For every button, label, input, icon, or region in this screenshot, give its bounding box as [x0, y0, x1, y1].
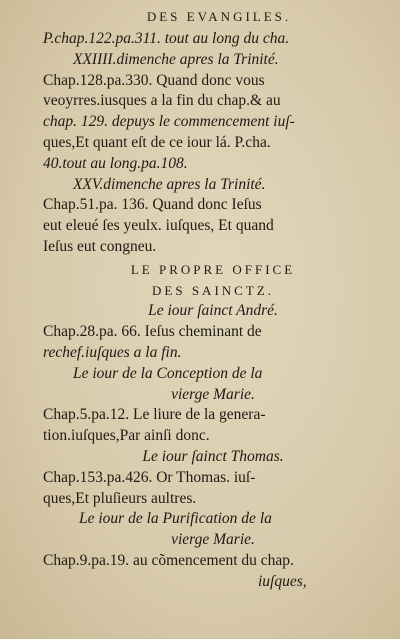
section-heading-propre-office: LE PROPRE OFFICE	[130, 261, 296, 277]
feast-heading-andre: Le iour ſainct André.	[148, 302, 278, 320]
text-line-5: chap. 129. depuys le commencement iuſ-	[43, 113, 295, 131]
text-line-7: 40.tout au long.pa.108.	[43, 154, 188, 172]
section-heading-saincts: DES SAINCTZ.	[152, 282, 274, 298]
text-line-26: Chap.9.pa.19. au cõmencement du chap.	[43, 551, 294, 569]
feast-heading-conception: Le iour de la Conception de la	[73, 364, 263, 382]
text-line-19: Chap.5.pa.12. Le liure de la genera-	[43, 406, 266, 424]
text-line-23: ques,Et pluſieurs aultres.	[43, 489, 197, 507]
feast-heading-purification: Le iour de la Purification de la	[79, 510, 272, 528]
text-line-15: Chap.28.pa. 66. Ieſus cheminant de	[43, 323, 262, 341]
text-line-1: P.chap.122.pa.311. tout au long du cha.	[43, 30, 290, 47]
text-line-20: tion.iuſques,Par ainſi donc.	[43, 427, 210, 445]
feast-heading-thomas: Le iour ſainct Thomas.	[142, 447, 284, 465]
text-line-6: ques,Et quant eſt de ce iour lá. P.cha.	[43, 133, 271, 151]
text-line-22: Chap.153.pa.426. Or Thomas. iuſ-	[43, 468, 256, 486]
sunday-heading-25: XXV.dimenche apres la Trinité.	[73, 175, 266, 193]
text-line-27: iuſques,	[258, 572, 307, 590]
sunday-heading-24: XXIIII.dimenche apres la Trinité.	[73, 50, 279, 68]
running-header: DES EVANGILES.	[146, 9, 292, 24]
page-text-block	[43, 6, 383, 593]
text-line-11: Ieſus eut congneu.	[43, 237, 157, 255]
text-line-16: rechef.iuſques a la fin.	[43, 343, 182, 361]
feast-heading-conception-2: vierge Marie.	[171, 385, 255, 403]
text-line-9: Chap.51.pa. 136. Quand donc Ieſus	[43, 196, 262, 214]
feast-heading-purification-2: vierge Marie.	[171, 531, 255, 549]
text-line-4: veoyrres.iusques a la fin du chap.& au	[43, 92, 281, 110]
text-line-3: Chap.128.pa.330. Quand donc vous	[43, 71, 265, 89]
text-line-10: eut eleué ſes yeulx. iuſques, Et quand	[43, 217, 274, 235]
